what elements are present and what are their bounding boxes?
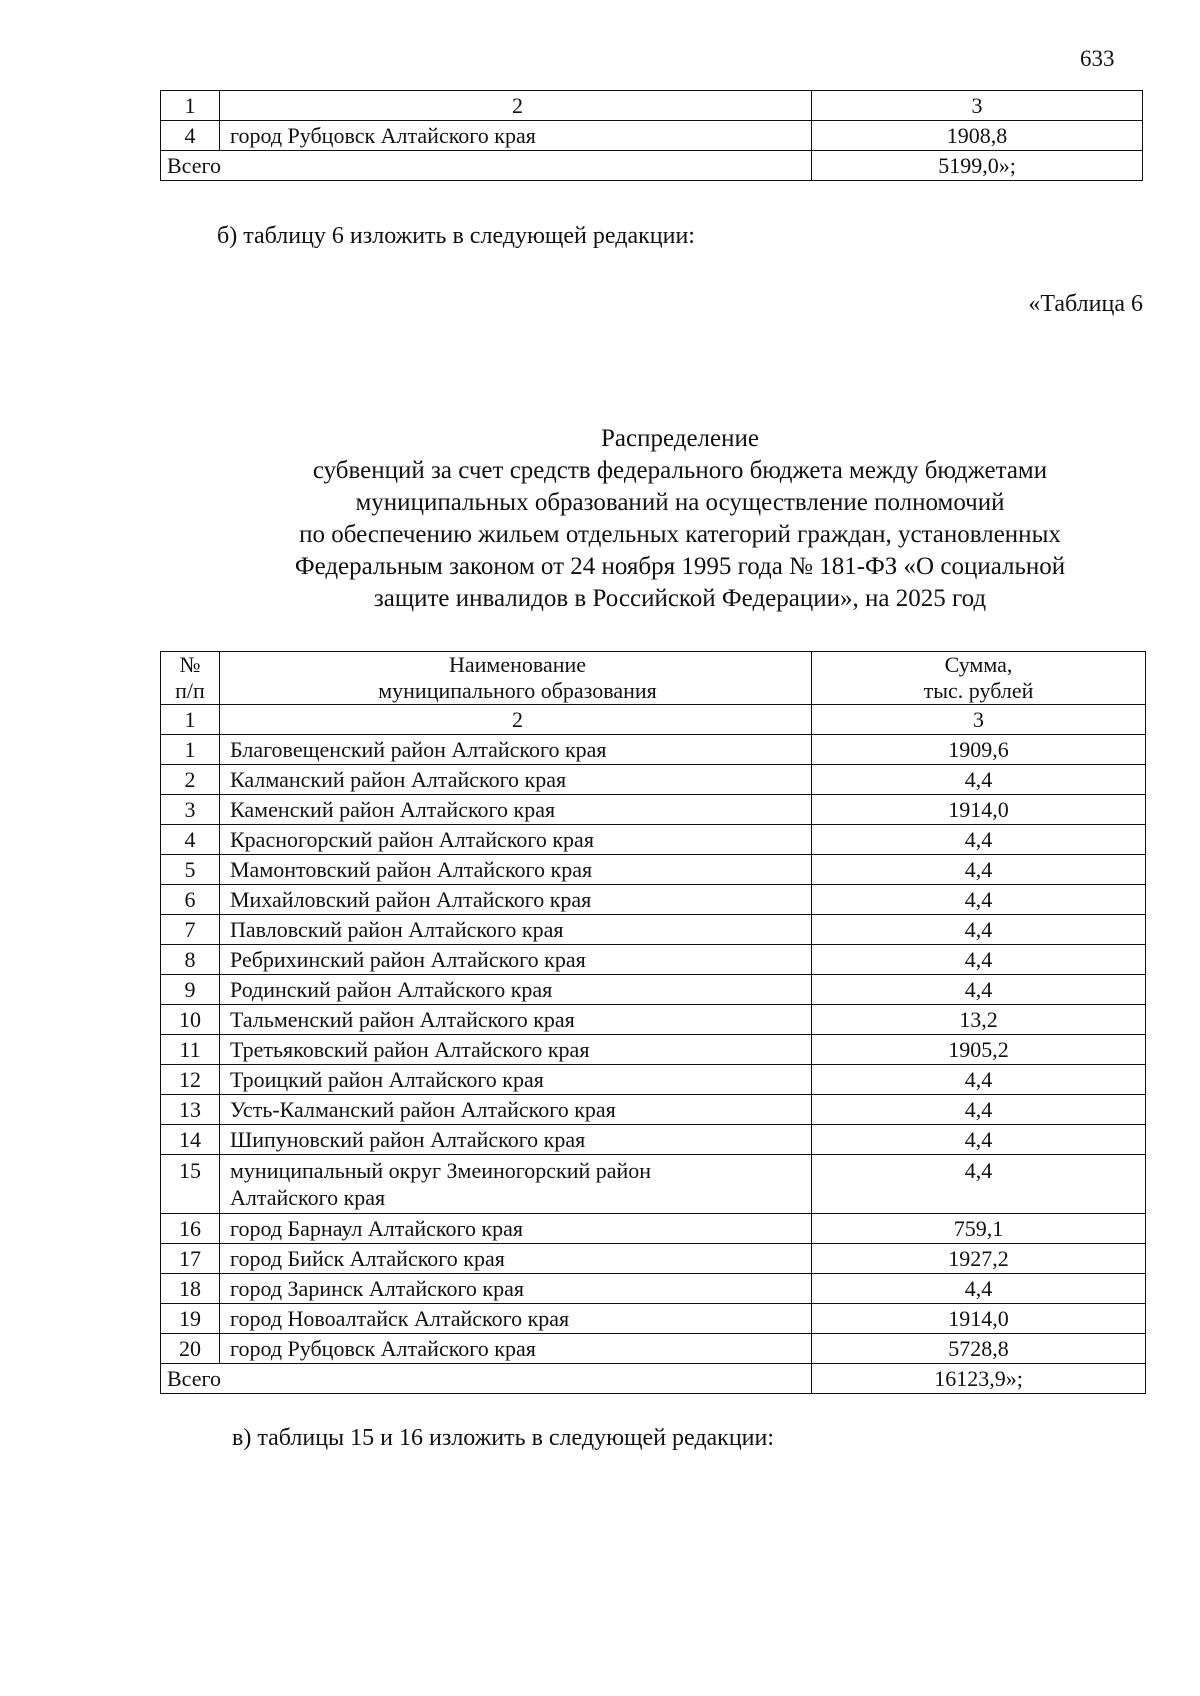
row-sum: 4,4 xyxy=(812,855,1146,885)
table-row xyxy=(161,1214,1146,1244)
row-name: Третьяковский район Алтайского края xyxy=(220,1035,812,1065)
table-cell: 1 xyxy=(161,705,220,735)
total-sum: 16123,9»; xyxy=(812,1364,1146,1394)
heading-line: Распределение xyxy=(601,425,759,452)
table-row xyxy=(161,1035,1146,1065)
row-name: город Новоалтайск Алтайского края xyxy=(220,1304,812,1334)
table-cell: 3 xyxy=(812,705,1146,735)
table-row xyxy=(161,1244,1146,1274)
row-name: Тальменский район Алтайского края xyxy=(220,1005,812,1035)
row-number: 19 xyxy=(161,1304,220,1334)
row-sum: 4,4 xyxy=(812,885,1146,915)
row-name: Ребрихинский район Алтайского края xyxy=(220,945,812,975)
row-number: 13 xyxy=(161,1095,220,1125)
row-sum: 4,4 xyxy=(812,945,1146,975)
header-text: Наименование xyxy=(448,652,587,677)
table-row xyxy=(161,765,1146,795)
table-cell: 3 xyxy=(812,91,1143,121)
row-number: 9 xyxy=(161,975,220,1005)
row-number: 15 xyxy=(161,1155,220,1214)
table-row xyxy=(161,1334,1146,1364)
table-row xyxy=(161,825,1146,855)
table-cell: 2 xyxy=(220,91,812,121)
table-row xyxy=(161,735,1146,765)
table-row xyxy=(161,885,1146,915)
table-row xyxy=(161,945,1146,975)
row-name: город Барнаул Алтайского края xyxy=(220,1214,812,1244)
total-sum: 5199,0»; xyxy=(812,151,1143,181)
table-cell: 1 xyxy=(161,91,220,121)
table-row xyxy=(161,1155,1146,1214)
page-number: 633 xyxy=(1080,46,1115,71)
row-number: 10 xyxy=(161,1005,220,1035)
table-row xyxy=(161,1274,1146,1304)
heading-line: по обеспечению жильем отдельных категорий граждан, установленных xyxy=(299,521,1061,548)
row-sum: 1905,2 xyxy=(812,1035,1146,1065)
row-name-line: муниципальный округ Змеиногорский район xyxy=(230,1158,652,1183)
row-number: 12 xyxy=(161,1065,220,1095)
row-name xyxy=(220,1155,812,1214)
total-label: Всего xyxy=(161,151,812,181)
row-sum: 1927,2 xyxy=(812,1244,1146,1274)
row-sum: 4,4 xyxy=(812,1125,1146,1155)
row-number: 1 xyxy=(161,735,220,765)
row-number: 11 xyxy=(161,1035,220,1065)
header-cell-name xyxy=(220,652,812,705)
table-index-row xyxy=(161,705,1146,735)
header-text: муниципального образования xyxy=(378,678,657,703)
paragraph-b: б) таблицу 6 изложить в следующей редакции: xyxy=(217,223,695,249)
row-number: 8 xyxy=(161,945,220,975)
total-label: Всего xyxy=(161,1364,812,1394)
row-name-line: Алтайского края xyxy=(230,1185,386,1210)
row-name: Усть-Калманский район Алтайского края xyxy=(220,1095,812,1125)
row-number: 3 xyxy=(161,795,220,825)
distribution-table xyxy=(160,651,1146,1394)
row-sum: 4,4 xyxy=(812,765,1146,795)
heading-line: субвенций за счет средств федерального бюджета между бюджетами xyxy=(312,457,1048,484)
header-cell-sum xyxy=(812,652,1146,705)
row-name: Шипуновский район Алтайского края xyxy=(220,1125,812,1155)
row-sum: 5728,8 xyxy=(812,1334,1146,1364)
row-name: Красногорский район Алтайского края xyxy=(220,825,812,855)
row-sum: 4,4 xyxy=(812,1065,1146,1095)
header-text: Сумма, xyxy=(944,652,1013,677)
row-number: 16 xyxy=(161,1214,220,1244)
row-sum: 1914,0 xyxy=(812,795,1146,825)
row-number: 18 xyxy=(161,1274,220,1304)
header-text: № xyxy=(179,652,201,677)
row-number: 5 xyxy=(161,855,220,885)
heading-line: Федеральным законом от 24 ноября 1995 года № 181-ФЗ «О социальной xyxy=(294,553,1066,580)
row-sum: 1909,6 xyxy=(812,735,1146,765)
row-number: 20 xyxy=(161,1334,220,1364)
table-row xyxy=(161,855,1146,885)
table-row xyxy=(161,1065,1146,1095)
heading-line: муниципальных образований на осуществление полномочий xyxy=(355,489,1005,516)
row-number: 4 xyxy=(161,825,220,855)
row-sum: 13,2 xyxy=(812,1005,1146,1035)
table-row xyxy=(161,1095,1146,1125)
row-sum: 4,4 xyxy=(812,915,1146,945)
row-name: город Заринск Алтайского края xyxy=(220,1274,812,1304)
table-caption: «Таблица 6 xyxy=(1028,291,1143,317)
row-number: 17 xyxy=(161,1244,220,1274)
header-text: тыс. рублей xyxy=(923,678,1034,703)
table-cell: 2 xyxy=(220,705,812,735)
row-name: Павловский район Алтайского края xyxy=(220,915,812,945)
row-name: город Рубцовск Алтайского края xyxy=(220,121,812,151)
table-index-row xyxy=(161,91,1143,121)
row-name: Мамонтовский район Алтайского края xyxy=(220,855,812,885)
row-sum: 4,4 xyxy=(812,1155,1146,1214)
row-sum: 4,4 xyxy=(812,975,1146,1005)
row-number: 2 xyxy=(161,765,220,795)
table-row xyxy=(161,1304,1146,1334)
row-sum: 759,1 xyxy=(812,1214,1146,1244)
table-row xyxy=(161,121,1143,151)
row-name: город Бийск Алтайского края xyxy=(220,1244,812,1274)
row-name: Калманский район Алтайского края xyxy=(220,765,812,795)
row-number: 7 xyxy=(161,915,220,945)
paragraph-v: в) таблицы 15 и 16 изложить в следующей редакции: xyxy=(232,1425,775,1451)
table-row xyxy=(161,975,1146,1005)
table-row xyxy=(161,1005,1146,1035)
table-total-row xyxy=(161,151,1143,181)
table-row xyxy=(161,1125,1146,1155)
row-number: 4 xyxy=(161,121,220,151)
row-sum: 4,4 xyxy=(812,1274,1146,1304)
header-cell-number xyxy=(161,652,220,705)
table-row xyxy=(161,915,1146,945)
heading-line: защите инвалидов в Российской Федерации», на 2025 год xyxy=(373,585,987,612)
row-name: Благовещенский район Алтайского края xyxy=(220,735,812,765)
row-name: город Рубцовск Алтайского края xyxy=(220,1334,812,1364)
table-row xyxy=(161,795,1146,825)
row-name: Михайловский район Алтайского края xyxy=(220,885,812,915)
previous-table-fragment xyxy=(160,90,1143,181)
table-total-row xyxy=(161,1364,1146,1394)
row-sum: 4,4 xyxy=(812,1095,1146,1125)
row-sum: 1908,8 xyxy=(812,121,1143,151)
row-name: Каменский район Алтайского края xyxy=(220,795,812,825)
row-name: Троицкий район Алтайского края xyxy=(220,1065,812,1095)
row-sum: 1914,0 xyxy=(812,1304,1146,1334)
row-name: Родинский район Алтайского края xyxy=(220,975,812,1005)
row-number: 14 xyxy=(161,1125,220,1155)
header-text: п/п xyxy=(175,678,205,703)
row-sum: 4,4 xyxy=(812,825,1146,855)
table-heading xyxy=(180,423,1180,615)
row-number: 6 xyxy=(161,885,220,915)
table-header-row xyxy=(161,652,1146,705)
